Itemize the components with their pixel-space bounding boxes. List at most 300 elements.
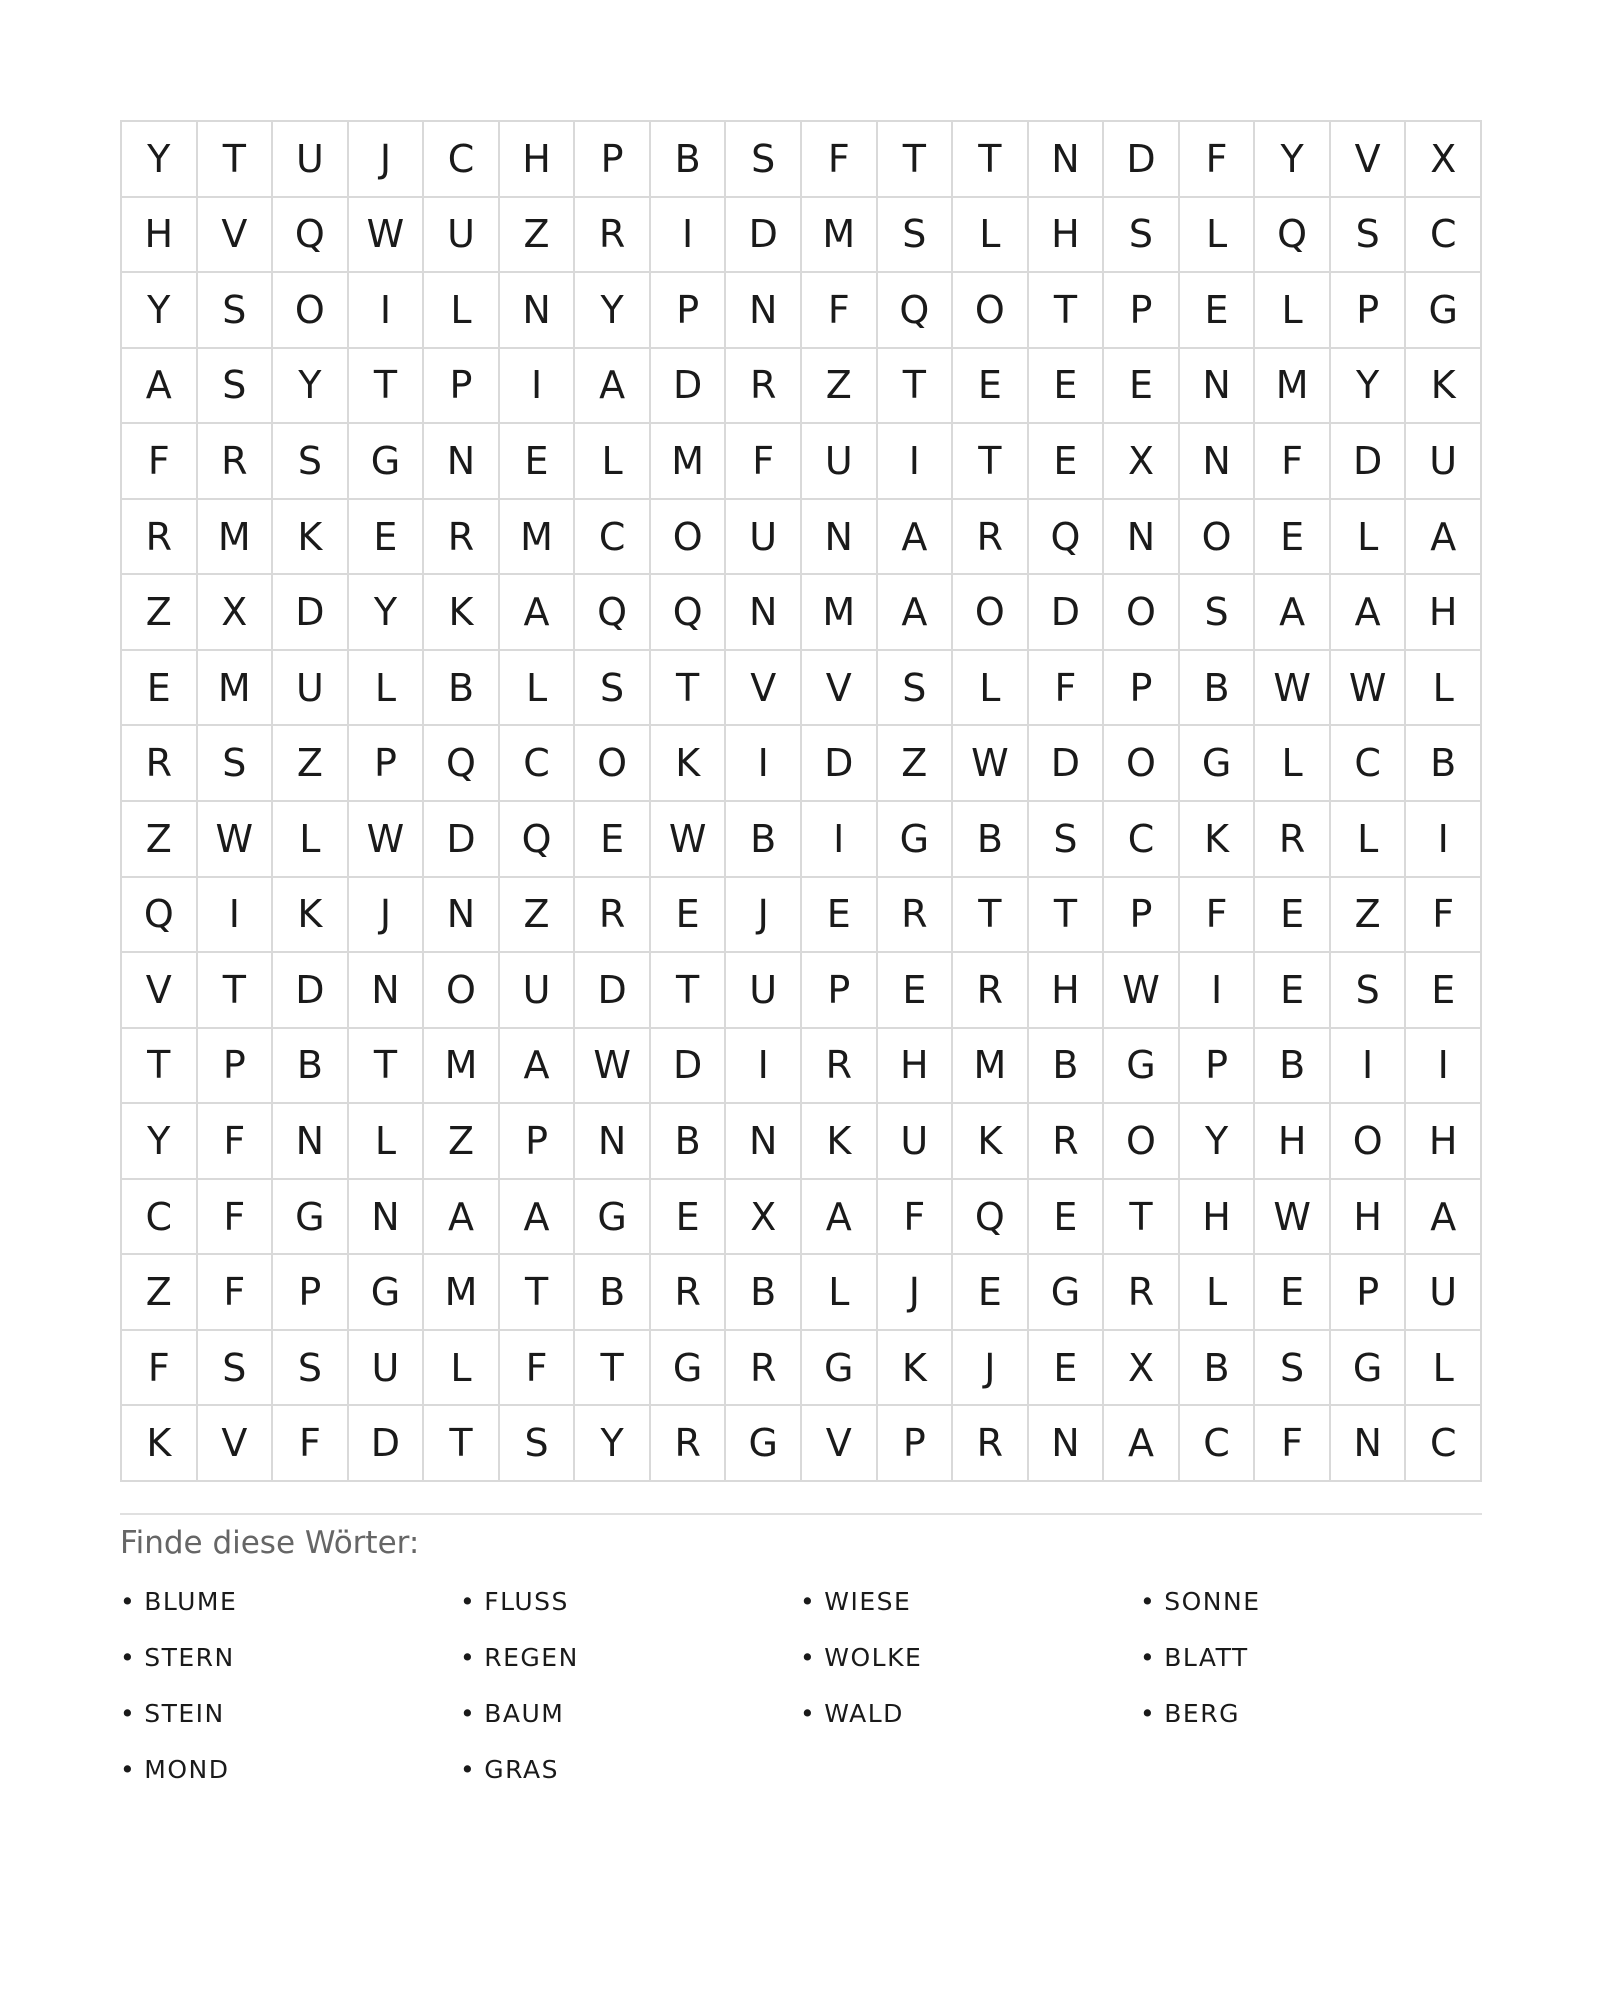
grid-cell[interactable]: T bbox=[953, 878, 1029, 954]
grid-cell[interactable]: V bbox=[122, 953, 198, 1029]
grid-cell[interactable]: M bbox=[651, 424, 727, 500]
grid-cell[interactable]: S bbox=[1255, 1331, 1331, 1407]
grid-cell[interactable]: F bbox=[500, 1331, 576, 1407]
grid-cell[interactable]: M bbox=[424, 1255, 500, 1331]
grid-cell[interactable]: M bbox=[953, 1029, 1029, 1105]
grid-cell[interactable]: N bbox=[1029, 1406, 1105, 1482]
grid-cell[interactable]: E bbox=[500, 424, 576, 500]
grid-cell[interactable]: Z bbox=[122, 802, 198, 878]
grid-cell[interactable]: B bbox=[651, 122, 727, 198]
grid-cell[interactable]: Q bbox=[878, 273, 954, 349]
grid-cell[interactable]: O bbox=[273, 273, 349, 349]
grid-cell[interactable]: S bbox=[878, 198, 954, 274]
grid-cell[interactable]: F bbox=[273, 1406, 349, 1482]
grid-cell[interactable]: U bbox=[1406, 424, 1482, 500]
grid-cell[interactable]: E bbox=[1255, 500, 1331, 576]
grid-cell[interactable]: D bbox=[651, 349, 727, 425]
grid-cell[interactable]: R bbox=[1255, 802, 1331, 878]
grid-cell[interactable]: Y bbox=[1331, 349, 1407, 425]
grid-cell[interactable]: F bbox=[1255, 424, 1331, 500]
grid-cell[interactable]: Y bbox=[1180, 1104, 1256, 1180]
grid-cell[interactable]: F bbox=[198, 1104, 274, 1180]
grid-cell[interactable]: I bbox=[651, 198, 727, 274]
grid-cell[interactable]: S bbox=[726, 122, 802, 198]
grid-cell[interactable]: C bbox=[1180, 1406, 1256, 1482]
grid-cell[interactable]: T bbox=[1104, 1180, 1180, 1256]
grid-cell[interactable]: A bbox=[878, 500, 954, 576]
grid-cell[interactable]: P bbox=[575, 122, 651, 198]
grid-cell[interactable]: R bbox=[953, 953, 1029, 1029]
grid-cell[interactable]: F bbox=[198, 1255, 274, 1331]
grid-cell[interactable]: D bbox=[575, 953, 651, 1029]
grid-cell[interactable]: S bbox=[198, 726, 274, 802]
grid-cell[interactable]: D bbox=[273, 953, 349, 1029]
grid-cell[interactable]: N bbox=[1180, 349, 1256, 425]
grid-cell[interactable]: O bbox=[953, 575, 1029, 651]
grid-cell[interactable]: M bbox=[424, 1029, 500, 1105]
grid-cell[interactable]: L bbox=[1331, 500, 1407, 576]
grid-cell[interactable]: P bbox=[1104, 878, 1180, 954]
grid-cell[interactable]: W bbox=[1255, 651, 1331, 727]
grid-cell[interactable]: N bbox=[802, 500, 878, 576]
grid-cell[interactable]: L bbox=[500, 651, 576, 727]
grid-cell[interactable]: I bbox=[1406, 1029, 1482, 1105]
grid-cell[interactable]: P bbox=[1104, 273, 1180, 349]
grid-cell[interactable]: S bbox=[198, 349, 274, 425]
grid-cell[interactable]: F bbox=[198, 1180, 274, 1256]
grid-cell[interactable]: U bbox=[349, 1331, 425, 1407]
grid-cell[interactable]: P bbox=[1104, 651, 1180, 727]
grid-cell[interactable]: Y bbox=[575, 1406, 651, 1482]
grid-cell[interactable]: Q bbox=[500, 802, 576, 878]
grid-cell[interactable]: Z bbox=[424, 1104, 500, 1180]
grid-cell[interactable]: K bbox=[1406, 349, 1482, 425]
grid-cell[interactable]: L bbox=[424, 1331, 500, 1407]
grid-cell[interactable]: G bbox=[349, 1255, 425, 1331]
grid-cell[interactable]: O bbox=[651, 500, 727, 576]
grid-cell[interactable]: T bbox=[575, 1331, 651, 1407]
grid-cell[interactable]: U bbox=[802, 424, 878, 500]
grid-cell[interactable]: E bbox=[802, 878, 878, 954]
grid-cell[interactable]: Q bbox=[424, 726, 500, 802]
grid-cell[interactable]: O bbox=[575, 726, 651, 802]
grid-cell[interactable]: J bbox=[953, 1331, 1029, 1407]
grid-cell[interactable]: U bbox=[500, 953, 576, 1029]
grid-cell[interactable]: E bbox=[1255, 953, 1331, 1029]
grid-cell[interactable]: S bbox=[575, 651, 651, 727]
grid-cell[interactable]: N bbox=[726, 575, 802, 651]
grid-cell[interactable]: W bbox=[953, 726, 1029, 802]
grid-cell[interactable]: F bbox=[878, 1180, 954, 1256]
grid-cell[interactable]: A bbox=[1406, 500, 1482, 576]
grid-cell[interactable]: X bbox=[1406, 122, 1482, 198]
grid-cell[interactable]: S bbox=[500, 1406, 576, 1482]
grid-cell[interactable]: D bbox=[273, 575, 349, 651]
grid-cell[interactable]: F bbox=[1029, 651, 1105, 727]
grid-cell[interactable]: A bbox=[1104, 1406, 1180, 1482]
grid-cell[interactable]: B bbox=[1180, 1331, 1256, 1407]
grid-cell[interactable]: R bbox=[651, 1255, 727, 1331]
grid-cell[interactable]: A bbox=[500, 1180, 576, 1256]
grid-cell[interactable]: K bbox=[273, 878, 349, 954]
grid-cell[interactable]: R bbox=[198, 424, 274, 500]
grid-cell[interactable]: D bbox=[651, 1029, 727, 1105]
grid-cell[interactable]: O bbox=[424, 953, 500, 1029]
grid-cell[interactable]: Q bbox=[122, 878, 198, 954]
grid-cell[interactable]: A bbox=[575, 349, 651, 425]
grid-cell[interactable]: O bbox=[1180, 500, 1256, 576]
grid-cell[interactable]: I bbox=[1331, 1029, 1407, 1105]
grid-cell[interactable]: W bbox=[349, 198, 425, 274]
grid-cell[interactable]: L bbox=[1406, 1331, 1482, 1407]
grid-cell[interactable]: F bbox=[802, 273, 878, 349]
grid-cell[interactable]: N bbox=[349, 953, 425, 1029]
grid-cell[interactable]: V bbox=[198, 1406, 274, 1482]
grid-cell[interactable]: U bbox=[726, 500, 802, 576]
grid-cell[interactable]: D bbox=[349, 1406, 425, 1482]
grid-cell[interactable]: X bbox=[1104, 1331, 1180, 1407]
grid-cell[interactable]: R bbox=[1029, 1104, 1105, 1180]
grid-cell[interactable]: E bbox=[953, 1255, 1029, 1331]
grid-cell[interactable]: L bbox=[953, 651, 1029, 727]
grid-cell[interactable]: O bbox=[1104, 726, 1180, 802]
grid-cell[interactable]: U bbox=[273, 122, 349, 198]
grid-cell[interactable]: M bbox=[198, 651, 274, 727]
grid-cell[interactable]: T bbox=[878, 349, 954, 425]
grid-cell[interactable]: N bbox=[273, 1104, 349, 1180]
grid-cell[interactable]: T bbox=[1029, 273, 1105, 349]
grid-cell[interactable]: L bbox=[1180, 1255, 1256, 1331]
grid-cell[interactable]: Z bbox=[878, 726, 954, 802]
grid-cell[interactable]: Y bbox=[1255, 122, 1331, 198]
grid-cell[interactable]: K bbox=[122, 1406, 198, 1482]
grid-cell[interactable]: I bbox=[349, 273, 425, 349]
grid-cell[interactable]: I bbox=[726, 1029, 802, 1105]
grid-cell[interactable]: Q bbox=[1029, 500, 1105, 576]
grid-cell[interactable]: R bbox=[953, 1406, 1029, 1482]
grid-cell[interactable]: R bbox=[575, 878, 651, 954]
grid-cell[interactable]: B bbox=[273, 1029, 349, 1105]
grid-cell[interactable]: M bbox=[1255, 349, 1331, 425]
grid-cell[interactable]: N bbox=[575, 1104, 651, 1180]
grid-cell[interactable]: H bbox=[500, 122, 576, 198]
grid-cell[interactable]: B bbox=[726, 1255, 802, 1331]
grid-cell[interactable]: L bbox=[1406, 651, 1482, 727]
grid-cell[interactable]: B bbox=[726, 802, 802, 878]
grid-cell[interactable]: G bbox=[878, 802, 954, 878]
grid-cell[interactable]: V bbox=[802, 1406, 878, 1482]
grid-cell[interactable]: A bbox=[500, 575, 576, 651]
grid-cell[interactable]: C bbox=[1406, 198, 1482, 274]
grid-cell[interactable]: V bbox=[802, 651, 878, 727]
grid-cell[interactable]: B bbox=[575, 1255, 651, 1331]
grid-cell[interactable]: K bbox=[1180, 802, 1256, 878]
grid-cell[interactable]: J bbox=[878, 1255, 954, 1331]
grid-cell[interactable]: Q bbox=[651, 575, 727, 651]
grid-cell[interactable]: E bbox=[1104, 349, 1180, 425]
grid-cell[interactable]: S bbox=[1104, 198, 1180, 274]
grid-cell[interactable]: K bbox=[651, 726, 727, 802]
grid-cell[interactable]: N bbox=[1104, 500, 1180, 576]
grid-cell[interactable]: P bbox=[878, 1406, 954, 1482]
grid-cell[interactable]: H bbox=[1029, 198, 1105, 274]
grid-cell[interactable]: B bbox=[1029, 1029, 1105, 1105]
grid-cell[interactable]: L bbox=[1255, 726, 1331, 802]
grid-cell[interactable]: T bbox=[349, 1029, 425, 1105]
grid-cell[interactable]: F bbox=[1255, 1406, 1331, 1482]
grid-cell[interactable]: J bbox=[726, 878, 802, 954]
grid-cell[interactable]: E bbox=[1180, 273, 1256, 349]
grid-cell[interactable]: X bbox=[726, 1180, 802, 1256]
grid-cell[interactable]: C bbox=[1406, 1406, 1482, 1482]
grid-cell[interactable]: J bbox=[349, 878, 425, 954]
grid-cell[interactable]: F bbox=[1180, 878, 1256, 954]
grid-cell[interactable]: E bbox=[1255, 1255, 1331, 1331]
grid-cell[interactable]: I bbox=[198, 878, 274, 954]
grid-cell[interactable]: G bbox=[802, 1331, 878, 1407]
grid-cell[interactable]: N bbox=[349, 1180, 425, 1256]
grid-cell[interactable]: Z bbox=[1331, 878, 1407, 954]
grid-cell[interactable]: E bbox=[1029, 1180, 1105, 1256]
grid-cell[interactable]: T bbox=[1029, 878, 1105, 954]
grid-cell[interactable]: A bbox=[1331, 575, 1407, 651]
grid-cell[interactable]: S bbox=[273, 1331, 349, 1407]
grid-cell[interactable]: Z bbox=[500, 878, 576, 954]
grid-cell[interactable]: K bbox=[953, 1104, 1029, 1180]
grid-cell[interactable]: R bbox=[122, 726, 198, 802]
grid-cell[interactable]: B bbox=[651, 1104, 727, 1180]
grid-cell[interactable]: W bbox=[349, 802, 425, 878]
grid-cell[interactable]: T bbox=[198, 953, 274, 1029]
grid-cell[interactable]: Q bbox=[575, 575, 651, 651]
grid-cell[interactable]: G bbox=[349, 424, 425, 500]
grid-cell[interactable]: N bbox=[1180, 424, 1256, 500]
grid-cell[interactable]: P bbox=[651, 273, 727, 349]
grid-cell[interactable]: L bbox=[424, 273, 500, 349]
grid-cell[interactable]: C bbox=[575, 500, 651, 576]
grid-cell[interactable]: Z bbox=[500, 198, 576, 274]
grid-cell[interactable]: I bbox=[878, 424, 954, 500]
grid-cell[interactable]: T bbox=[198, 122, 274, 198]
grid-cell[interactable]: G bbox=[1331, 1331, 1407, 1407]
grid-cell[interactable]: E bbox=[122, 651, 198, 727]
grid-cell[interactable]: M bbox=[802, 198, 878, 274]
grid-cell[interactable]: L bbox=[1255, 273, 1331, 349]
grid-cell[interactable]: D bbox=[424, 802, 500, 878]
grid-cell[interactable]: O bbox=[953, 273, 1029, 349]
grid-cell[interactable]: M bbox=[500, 500, 576, 576]
grid-cell[interactable]: A bbox=[878, 575, 954, 651]
grid-cell[interactable]: X bbox=[1104, 424, 1180, 500]
grid-cell[interactable]: W bbox=[1331, 651, 1407, 727]
grid-cell[interactable]: B bbox=[953, 802, 1029, 878]
grid-cell[interactable]: D bbox=[1029, 575, 1105, 651]
grid-cell[interactable]: Z bbox=[273, 726, 349, 802]
grid-cell[interactable]: V bbox=[198, 198, 274, 274]
grid-cell[interactable]: S bbox=[198, 273, 274, 349]
grid-cell[interactable]: T bbox=[651, 651, 727, 727]
grid-cell[interactable]: D bbox=[802, 726, 878, 802]
grid-cell[interactable]: P bbox=[349, 726, 425, 802]
grid-cell[interactable]: G bbox=[1029, 1255, 1105, 1331]
grid-cell[interactable]: R bbox=[651, 1406, 727, 1482]
grid-cell[interactable]: F bbox=[1180, 122, 1256, 198]
grid-cell[interactable]: S bbox=[1331, 198, 1407, 274]
grid-cell[interactable]: L bbox=[1180, 198, 1256, 274]
grid-cell[interactable]: D bbox=[1104, 122, 1180, 198]
grid-cell[interactable]: R bbox=[122, 500, 198, 576]
grid-cell[interactable]: K bbox=[802, 1104, 878, 1180]
grid-cell[interactable]: N bbox=[726, 1104, 802, 1180]
grid-cell[interactable]: G bbox=[1104, 1029, 1180, 1105]
grid-cell[interactable]: P bbox=[424, 349, 500, 425]
grid-cell[interactable]: G bbox=[726, 1406, 802, 1482]
grid-cell[interactable]: R bbox=[953, 500, 1029, 576]
grid-cell[interactable]: A bbox=[1406, 1180, 1482, 1256]
grid-cell[interactable]: T bbox=[953, 424, 1029, 500]
grid-cell[interactable]: Y bbox=[122, 273, 198, 349]
grid-cell[interactable]: F bbox=[726, 424, 802, 500]
grid-cell[interactable]: R bbox=[424, 500, 500, 576]
grid-cell[interactable]: R bbox=[575, 198, 651, 274]
grid-cell[interactable]: N bbox=[500, 273, 576, 349]
grid-cell[interactable]: G bbox=[1180, 726, 1256, 802]
grid-cell[interactable]: H bbox=[1331, 1180, 1407, 1256]
grid-cell[interactable]: L bbox=[953, 198, 1029, 274]
grid-cell[interactable]: E bbox=[349, 500, 425, 576]
grid-cell[interactable]: F bbox=[1406, 878, 1482, 954]
grid-cell[interactable]: T bbox=[953, 122, 1029, 198]
grid-cell[interactable]: C bbox=[1331, 726, 1407, 802]
grid-cell[interactable]: V bbox=[1331, 122, 1407, 198]
grid-cell[interactable]: L bbox=[273, 802, 349, 878]
grid-cell[interactable]: H bbox=[1255, 1104, 1331, 1180]
grid-cell[interactable]: T bbox=[878, 122, 954, 198]
grid-cell[interactable]: K bbox=[273, 500, 349, 576]
grid-cell[interactable]: W bbox=[198, 802, 274, 878]
grid-cell[interactable]: U bbox=[1406, 1255, 1482, 1331]
grid-cell[interactable]: E bbox=[1255, 878, 1331, 954]
grid-cell[interactable]: T bbox=[651, 953, 727, 1029]
grid-cell[interactable]: I bbox=[802, 802, 878, 878]
grid-cell[interactable]: S bbox=[273, 424, 349, 500]
grid-cell[interactable]: Q bbox=[1255, 198, 1331, 274]
grid-cell[interactable]: Z bbox=[122, 1255, 198, 1331]
grid-cell[interactable]: Y bbox=[122, 122, 198, 198]
grid-cell[interactable]: V bbox=[726, 651, 802, 727]
grid-cell[interactable]: T bbox=[424, 1406, 500, 1482]
grid-cell[interactable]: W bbox=[1104, 953, 1180, 1029]
grid-cell[interactable]: I bbox=[726, 726, 802, 802]
grid-cell[interactable]: B bbox=[424, 651, 500, 727]
grid-cell[interactable]: P bbox=[273, 1255, 349, 1331]
grid-cell[interactable]: W bbox=[1255, 1180, 1331, 1256]
grid-cell[interactable]: P bbox=[198, 1029, 274, 1105]
grid-cell[interactable]: W bbox=[575, 1029, 651, 1105]
grid-cell[interactable]: O bbox=[1104, 575, 1180, 651]
grid-cell[interactable]: E bbox=[1029, 424, 1105, 500]
grid-cell[interactable]: I bbox=[500, 349, 576, 425]
grid-cell[interactable]: H bbox=[122, 198, 198, 274]
grid-cell[interactable]: R bbox=[726, 1331, 802, 1407]
grid-cell[interactable]: Y bbox=[575, 273, 651, 349]
grid-cell[interactable]: Y bbox=[349, 575, 425, 651]
grid-cell[interactable]: A bbox=[1255, 575, 1331, 651]
grid-cell[interactable]: I bbox=[1180, 953, 1256, 1029]
grid-cell[interactable]: C bbox=[424, 122, 500, 198]
grid-cell[interactable]: U bbox=[273, 651, 349, 727]
grid-cell[interactable]: R bbox=[726, 349, 802, 425]
grid-cell[interactable]: P bbox=[1180, 1029, 1256, 1105]
grid-cell[interactable]: H bbox=[1029, 953, 1105, 1029]
grid-cell[interactable]: A bbox=[122, 349, 198, 425]
grid-cell[interactable]: H bbox=[878, 1029, 954, 1105]
grid-cell[interactable]: S bbox=[1180, 575, 1256, 651]
grid-cell[interactable]: C bbox=[122, 1180, 198, 1256]
grid-cell[interactable]: E bbox=[953, 349, 1029, 425]
grid-cell[interactable]: T bbox=[500, 1255, 576, 1331]
grid-cell[interactable]: L bbox=[1331, 802, 1407, 878]
grid-cell[interactable]: G bbox=[273, 1180, 349, 1256]
grid-cell[interactable]: S bbox=[1331, 953, 1407, 1029]
grid-cell[interactable]: N bbox=[424, 424, 500, 500]
grid-cell[interactable]: Y bbox=[122, 1104, 198, 1180]
grid-cell[interactable]: B bbox=[1180, 651, 1256, 727]
grid-cell[interactable]: U bbox=[424, 198, 500, 274]
grid-cell[interactable]: S bbox=[878, 651, 954, 727]
grid-cell[interactable]: Y bbox=[273, 349, 349, 425]
grid-cell[interactable]: I bbox=[1406, 802, 1482, 878]
grid-cell[interactable]: P bbox=[1331, 1255, 1407, 1331]
grid-cell[interactable]: M bbox=[802, 575, 878, 651]
grid-cell[interactable]: L bbox=[349, 651, 425, 727]
grid-cell[interactable]: R bbox=[802, 1029, 878, 1105]
grid-cell[interactable]: D bbox=[1331, 424, 1407, 500]
grid-cell[interactable]: L bbox=[575, 424, 651, 500]
grid-cell[interactable]: R bbox=[1104, 1255, 1180, 1331]
grid-cell[interactable]: O bbox=[1104, 1104, 1180, 1180]
grid-cell[interactable]: Q bbox=[273, 198, 349, 274]
grid-cell[interactable]: S bbox=[1029, 802, 1105, 878]
grid-cell[interactable]: N bbox=[1331, 1406, 1407, 1482]
grid-cell[interactable]: E bbox=[575, 802, 651, 878]
grid-cell[interactable]: X bbox=[198, 575, 274, 651]
grid-cell[interactable]: E bbox=[1029, 1331, 1105, 1407]
grid-cell[interactable]: H bbox=[1406, 575, 1482, 651]
grid-cell[interactable]: O bbox=[1331, 1104, 1407, 1180]
grid-cell[interactable]: C bbox=[1104, 802, 1180, 878]
grid-cell[interactable]: G bbox=[575, 1180, 651, 1256]
grid-cell[interactable]: P bbox=[500, 1104, 576, 1180]
grid-cell[interactable]: Z bbox=[122, 575, 198, 651]
grid-cell[interactable]: A bbox=[500, 1029, 576, 1105]
grid-cell[interactable]: H bbox=[1180, 1180, 1256, 1256]
grid-cell[interactable]: H bbox=[1406, 1104, 1482, 1180]
grid-cell[interactable]: F bbox=[122, 424, 198, 500]
grid-cell[interactable]: T bbox=[349, 349, 425, 425]
grid-cell[interactable]: D bbox=[1029, 726, 1105, 802]
grid-cell[interactable]: G bbox=[651, 1331, 727, 1407]
grid-cell[interactable]: A bbox=[424, 1180, 500, 1256]
grid-cell[interactable]: N bbox=[1029, 122, 1105, 198]
grid-cell[interactable]: P bbox=[1331, 273, 1407, 349]
grid-cell[interactable]: J bbox=[349, 122, 425, 198]
grid-cell[interactable]: B bbox=[1255, 1029, 1331, 1105]
grid-cell[interactable]: P bbox=[802, 953, 878, 1029]
grid-cell[interactable]: E bbox=[1029, 349, 1105, 425]
grid-cell[interactable]: Q bbox=[953, 1180, 1029, 1256]
grid-cell[interactable]: K bbox=[878, 1331, 954, 1407]
